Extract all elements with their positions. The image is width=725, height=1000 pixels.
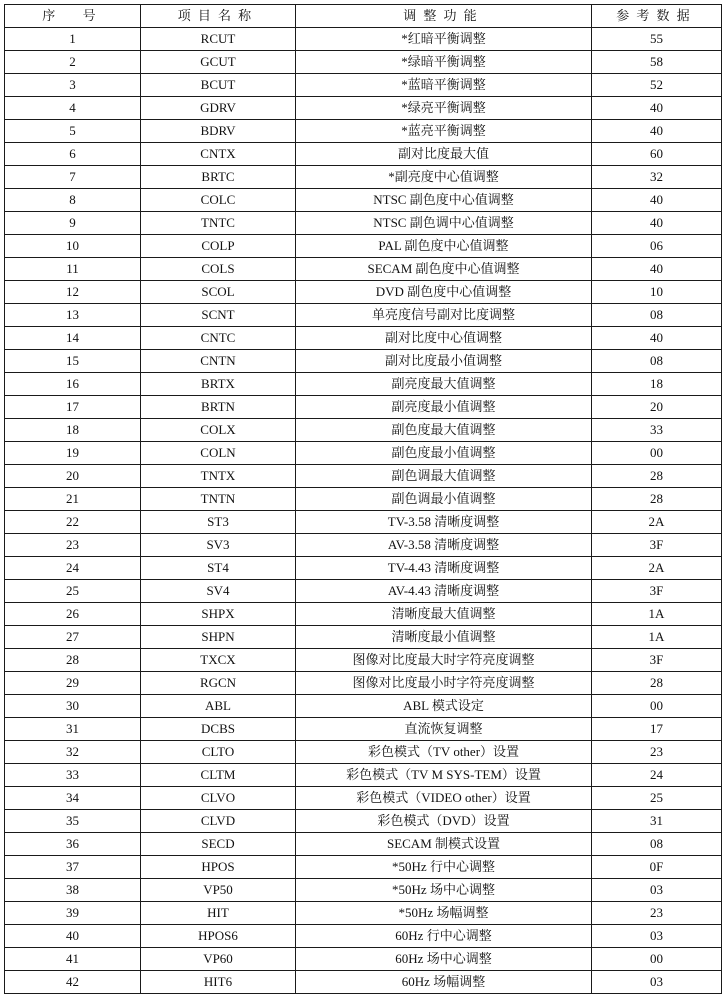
table-row — [5, 948, 722, 971]
cell-reference-data: 03 — [592, 971, 722, 994]
cell-reference-data: 10 — [592, 281, 722, 304]
table-row — [5, 304, 722, 327]
cell-index: 30 — [5, 695, 141, 718]
cell-function: 副色调最大值调整 — [296, 465, 592, 488]
cell-function: *50Hz 场幅调整 — [296, 902, 592, 925]
table-header — [5, 5, 722, 28]
cell-index: 20 — [5, 465, 141, 488]
table-row — [5, 879, 722, 902]
cell-index: 40 — [5, 925, 141, 948]
cell-reference-data: 18 — [592, 373, 722, 396]
cell-item-name: HPOS — [141, 856, 296, 879]
cell-index: 17 — [5, 396, 141, 419]
cell-index: 19 — [5, 442, 141, 465]
table-row — [5, 902, 722, 925]
cell-reference-data: 40 — [592, 327, 722, 350]
cell-item-name: COLP — [141, 235, 296, 258]
cell-index: 33 — [5, 764, 141, 787]
cell-function: 60Hz 行中心调整 — [296, 925, 592, 948]
cell-reference-data: 06 — [592, 235, 722, 258]
table-row — [5, 925, 722, 948]
cell-function: 清晰度最大值调整 — [296, 603, 592, 626]
cell-reference-data: 40 — [592, 212, 722, 235]
table-row — [5, 97, 722, 120]
cell-index: 13 — [5, 304, 141, 327]
cell-index: 23 — [5, 534, 141, 557]
cell-item-name: GCUT — [141, 51, 296, 74]
cell-reference-data: 40 — [592, 258, 722, 281]
cell-item-name: SHPN — [141, 626, 296, 649]
cell-function: 副色度最小值调整 — [296, 442, 592, 465]
cell-reference-data: 58 — [592, 51, 722, 74]
table-row — [5, 580, 722, 603]
cell-reference-data: 20 — [592, 396, 722, 419]
cell-function: SECAM 副色度中心值调整 — [296, 258, 592, 281]
table-row — [5, 856, 722, 879]
cell-function: 图像对比度最大时字符亮度调整 — [296, 649, 592, 672]
cell-function: 彩色模式（DVD）设置 — [296, 810, 592, 833]
table-row — [5, 695, 722, 718]
cell-index: 21 — [5, 488, 141, 511]
cell-reference-data: 32 — [592, 166, 722, 189]
cell-index: 11 — [5, 258, 141, 281]
cell-reference-data: 55 — [592, 28, 722, 51]
table-row — [5, 810, 722, 833]
cell-item-name: ST3 — [141, 511, 296, 534]
cell-reference-data: 28 — [592, 465, 722, 488]
parameter-table — [4, 4, 722, 994]
cell-reference-data: 60 — [592, 143, 722, 166]
cell-index: 14 — [5, 327, 141, 350]
cell-item-name: ST4 — [141, 557, 296, 580]
table-row — [5, 120, 722, 143]
cell-index: 5 — [5, 120, 141, 143]
cell-index: 29 — [5, 672, 141, 695]
cell-function: *红暗平衡调整 — [296, 28, 592, 51]
cell-function: 副亮度最大值调整 — [296, 373, 592, 396]
cell-index: 35 — [5, 810, 141, 833]
cell-function: DVD 副色度中心值调整 — [296, 281, 592, 304]
table-row — [5, 327, 722, 350]
cell-reference-data: 3F — [592, 649, 722, 672]
cell-index: 3 — [5, 74, 141, 97]
table-row — [5, 718, 722, 741]
table-row — [5, 534, 722, 557]
table-row — [5, 649, 722, 672]
cell-reference-data: 31 — [592, 810, 722, 833]
cell-function: 副色度最大值调整 — [296, 419, 592, 442]
cell-reference-data: 33 — [592, 419, 722, 442]
cell-item-name: BRTX — [141, 373, 296, 396]
cell-index: 32 — [5, 741, 141, 764]
cell-reference-data: 00 — [592, 442, 722, 465]
cell-index: 25 — [5, 580, 141, 603]
cell-function: 彩色模式（VIDEO other）设置 — [296, 787, 592, 810]
cell-reference-data: 2A — [592, 557, 722, 580]
cell-reference-data: 3F — [592, 580, 722, 603]
cell-function: SECAM 制模式设置 — [296, 833, 592, 856]
table-row — [5, 833, 722, 856]
cell-item-name: TNTX — [141, 465, 296, 488]
cell-item-name: BRTC — [141, 166, 296, 189]
table-row — [5, 488, 722, 511]
cell-function: 60Hz 场中心调整 — [296, 948, 592, 971]
table-row — [5, 258, 722, 281]
cell-index: 6 — [5, 143, 141, 166]
cell-function: *蓝亮平衡调整 — [296, 120, 592, 143]
cell-function: *50Hz 行中心调整 — [296, 856, 592, 879]
cell-reference-data: 00 — [592, 948, 722, 971]
cell-item-name: TNTC — [141, 212, 296, 235]
cell-index: 10 — [5, 235, 141, 258]
cell-item-name: SECD — [141, 833, 296, 856]
cell-item-name: ABL — [141, 695, 296, 718]
cell-function: TV-3.58 清晰度调整 — [296, 511, 592, 534]
cell-item-name: CLVO — [141, 787, 296, 810]
cell-item-name: SCNT — [141, 304, 296, 327]
cell-item-name: RGCN — [141, 672, 296, 695]
cell-index: 1 — [5, 28, 141, 51]
cell-index: 24 — [5, 557, 141, 580]
cell-index: 27 — [5, 626, 141, 649]
cell-index: 7 — [5, 166, 141, 189]
cell-item-name: SCOL — [141, 281, 296, 304]
cell-function: 直流恢复调整 — [296, 718, 592, 741]
table-row — [5, 764, 722, 787]
table-row — [5, 557, 722, 580]
cell-index: 37 — [5, 856, 141, 879]
cell-function: PAL 副色度中心值调整 — [296, 235, 592, 258]
cell-reference-data: 23 — [592, 741, 722, 764]
table-row — [5, 350, 722, 373]
cell-function: 60Hz 场幅调整 — [296, 971, 592, 994]
cell-reference-data: 0F — [592, 856, 722, 879]
cell-index: 34 — [5, 787, 141, 810]
cell-reference-data: 03 — [592, 925, 722, 948]
cell-item-name: COLS — [141, 258, 296, 281]
table-row — [5, 143, 722, 166]
cell-index: 8 — [5, 189, 141, 212]
cell-reference-data: 03 — [592, 879, 722, 902]
header-row — [5, 5, 722, 28]
table-row — [5, 787, 722, 810]
header-function: 调整功能 — [296, 5, 592, 28]
cell-item-name: CLTO — [141, 741, 296, 764]
cell-index: 18 — [5, 419, 141, 442]
cell-item-name: SV3 — [141, 534, 296, 557]
cell-item-name: TXCX — [141, 649, 296, 672]
cell-item-name: HIT — [141, 902, 296, 925]
table-row — [5, 442, 722, 465]
table-row — [5, 672, 722, 695]
cell-item-name: BDRV — [141, 120, 296, 143]
cell-function: 副对比度最大值 — [296, 143, 592, 166]
cell-function: 副对比度中心值调整 — [296, 327, 592, 350]
table-row — [5, 235, 722, 258]
cell-reference-data: 08 — [592, 833, 722, 856]
cell-item-name: DCBS — [141, 718, 296, 741]
cell-reference-data: 40 — [592, 189, 722, 212]
table-body — [5, 28, 722, 994]
cell-index: 2 — [5, 51, 141, 74]
table-row — [5, 396, 722, 419]
cell-function: 彩色模式（TV other）设置 — [296, 741, 592, 764]
cell-item-name: CNTC — [141, 327, 296, 350]
cell-index: 41 — [5, 948, 141, 971]
cell-reference-data: 23 — [592, 902, 722, 925]
cell-item-name: VP50 — [141, 879, 296, 902]
cell-item-name: RCUT — [141, 28, 296, 51]
cell-index: 39 — [5, 902, 141, 925]
table-row — [5, 511, 722, 534]
cell-function: 副色调最小值调整 — [296, 488, 592, 511]
cell-function: NTSC 副色度中心值调整 — [296, 189, 592, 212]
cell-function: 副对比度最小值调整 — [296, 350, 592, 373]
cell-item-name: VP60 — [141, 948, 296, 971]
table-row — [5, 212, 722, 235]
cell-item-name: SV4 — [141, 580, 296, 603]
cell-item-name: HPOS6 — [141, 925, 296, 948]
cell-item-name: BCUT — [141, 74, 296, 97]
table-row — [5, 51, 722, 74]
cell-index: 9 — [5, 212, 141, 235]
cell-function: 清晰度最小值调整 — [296, 626, 592, 649]
cell-item-name: HIT6 — [141, 971, 296, 994]
cell-item-name: SHPX — [141, 603, 296, 626]
table-row — [5, 28, 722, 51]
cell-index: 36 — [5, 833, 141, 856]
cell-reference-data: 1A — [592, 603, 722, 626]
cell-function: 副亮度最小值调整 — [296, 396, 592, 419]
cell-reference-data: 28 — [592, 488, 722, 511]
cell-index: 15 — [5, 350, 141, 373]
cell-function: 图像对比度最小时字符亮度调整 — [296, 672, 592, 695]
cell-function: AV-3.58 清晰度调整 — [296, 534, 592, 557]
header-index: 序 号 — [5, 5, 141, 28]
table-row — [5, 74, 722, 97]
cell-reference-data: 40 — [592, 97, 722, 120]
cell-item-name: COLC — [141, 189, 296, 212]
cell-item-name: CNTN — [141, 350, 296, 373]
cell-function: TV-4.43 清晰度调整 — [296, 557, 592, 580]
cell-function: *蓝暗平衡调整 — [296, 74, 592, 97]
cell-function: 单亮度信号副对比度调整 — [296, 304, 592, 327]
cell-reference-data: 25 — [592, 787, 722, 810]
table-row — [5, 626, 722, 649]
table-row — [5, 281, 722, 304]
table-row — [5, 971, 722, 994]
cell-index: 42 — [5, 971, 141, 994]
cell-function: *绿暗平衡调整 — [296, 51, 592, 74]
cell-item-name: CLTM — [141, 764, 296, 787]
cell-index: 38 — [5, 879, 141, 902]
cell-function: 彩色模式（TV M SYS-TEM）设置 — [296, 764, 592, 787]
cell-index: 28 — [5, 649, 141, 672]
table-row — [5, 465, 722, 488]
table-row — [5, 419, 722, 442]
cell-function: *绿亮平衡调整 — [296, 97, 592, 120]
cell-index: 26 — [5, 603, 141, 626]
header-item-name: 项目名称 — [141, 5, 296, 28]
cell-item-name: BRTN — [141, 396, 296, 419]
cell-reference-data: 28 — [592, 672, 722, 695]
cell-function: NTSC 副色调中心值调整 — [296, 212, 592, 235]
cell-reference-data: 08 — [592, 304, 722, 327]
cell-function: *50Hz 场中心调整 — [296, 879, 592, 902]
cell-reference-data: 08 — [592, 350, 722, 373]
cell-reference-data: 17 — [592, 718, 722, 741]
cell-index: 22 — [5, 511, 141, 534]
cell-reference-data: 40 — [592, 120, 722, 143]
table-row — [5, 373, 722, 396]
cell-index: 31 — [5, 718, 141, 741]
cell-index: 4 — [5, 97, 141, 120]
table-row — [5, 166, 722, 189]
cell-index: 16 — [5, 373, 141, 396]
cell-item-name: TNTN — [141, 488, 296, 511]
cell-function: *副亮度中心值调整 — [296, 166, 592, 189]
table-row — [5, 189, 722, 212]
cell-reference-data: 52 — [592, 74, 722, 97]
table-row — [5, 603, 722, 626]
cell-function: AV-4.43 清晰度调整 — [296, 580, 592, 603]
table-row — [5, 741, 722, 764]
cell-reference-data: 3F — [592, 534, 722, 557]
cell-item-name: COLN — [141, 442, 296, 465]
cell-index: 12 — [5, 281, 141, 304]
cell-reference-data: 00 — [592, 695, 722, 718]
cell-item-name: GDRV — [141, 97, 296, 120]
cell-function: ABL 模式设定 — [296, 695, 592, 718]
cell-item-name: CNTX — [141, 143, 296, 166]
cell-reference-data: 24 — [592, 764, 722, 787]
cell-reference-data: 2A — [592, 511, 722, 534]
header-reference-data: 参考数据 — [592, 5, 722, 28]
cell-item-name: COLX — [141, 419, 296, 442]
cell-reference-data: 1A — [592, 626, 722, 649]
cell-item-name: CLVD — [141, 810, 296, 833]
